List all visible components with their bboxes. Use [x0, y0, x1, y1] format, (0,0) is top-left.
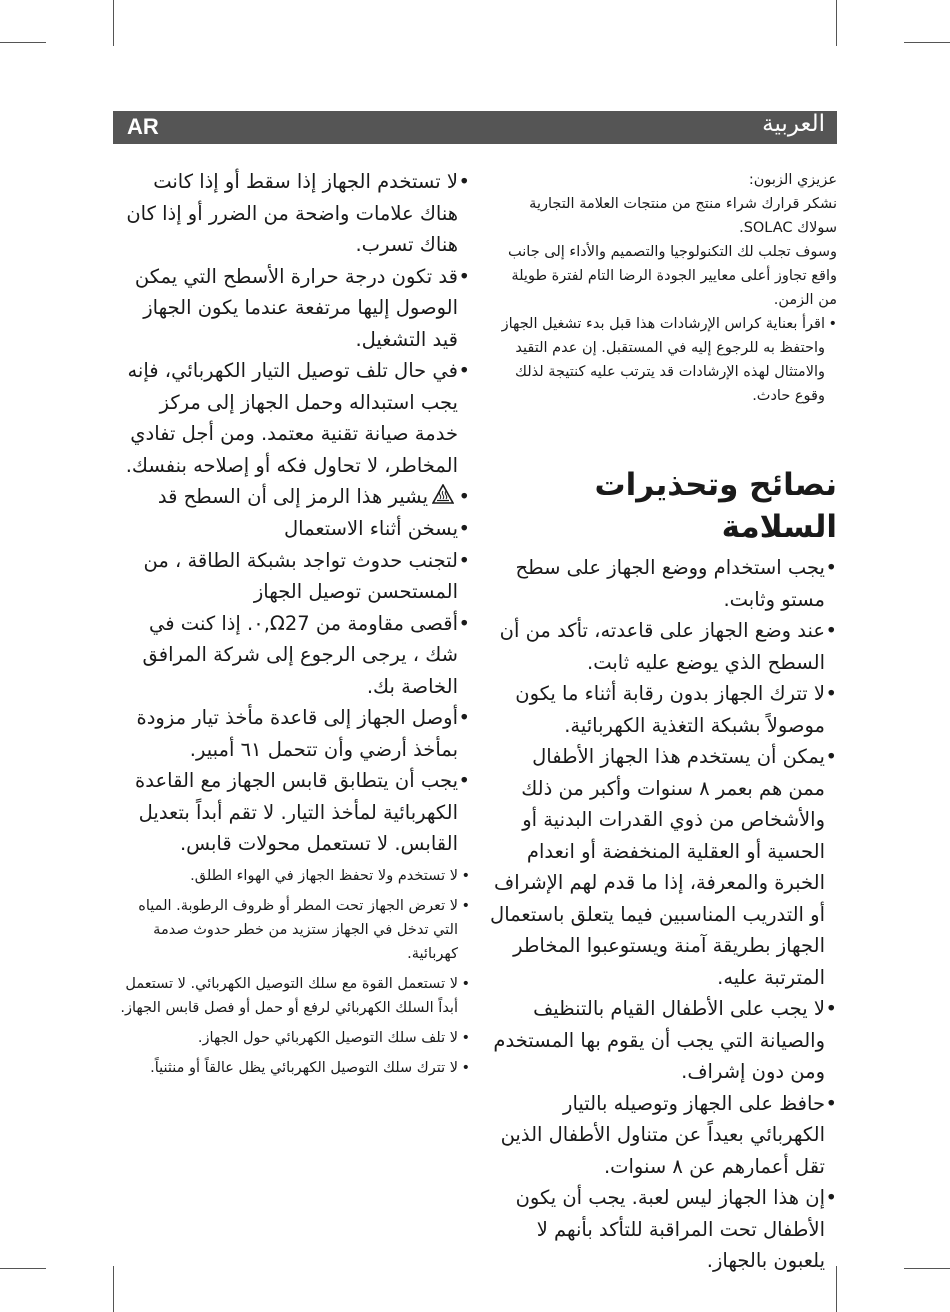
- list-item-text: يسخن أثناء الاستعمال: [283, 517, 458, 541]
- list-item: [490, 552, 837, 615]
- safety-list: [490, 552, 837, 1277]
- list-item: [113, 894, 470, 966]
- list-item: [113, 608, 470, 703]
- crop-mark: [113, 0, 114, 46]
- list-item-text: لا تستخدم الجهاز إذا سقط أو إذا كانت هناك علامات واضحة من الضرر أو إذا كان هناك تسرب.: [126, 170, 458, 256]
- list-item: [490, 615, 837, 678]
- list-item: [113, 545, 470, 608]
- crop-mark: [0, 42, 46, 43]
- bullet-dot-icon: •: [458, 517, 470, 541]
- list-item-text: لا تترك سلك التوصيل الكهربائي يظل عالقاً أو منثنياً.: [150, 1059, 458, 1076]
- section-title: نصائح وتحذيرات السلامة: [594, 467, 837, 545]
- bullet-dot-icon: •: [825, 682, 837, 705]
- intro-bullet: [490, 312, 837, 408]
- list-item: [113, 166, 470, 261]
- list-item: [113, 864, 470, 888]
- intro-section: [490, 168, 837, 408]
- left-column: [113, 166, 470, 1080]
- intro-bullet-text: اقرأ بعناية كراس الإرشادات هذا قبل بدء تشغيل الجهاز واحتفظ به للرجوع إليه في المستقبل. إن عدم التقيد والامتثال لهذه الإرشادات قد يترتب عليه كنتيجة لذلك وقوع حادث.: [501, 316, 825, 404]
- bullet-dot-icon: •: [828, 316, 837, 332]
- warnings-list-1: [113, 166, 470, 860]
- bullet-dot-icon: •: [458, 548, 470, 572]
- list-item: [490, 1182, 837, 1277]
- bullet-dot-icon: •: [825, 1186, 837, 1209]
- intro-paragraph-1: نشكر قرارك شراء منتج من منتجات العلامة التجارية سولاك SOLAC.: [529, 196, 837, 236]
- language-code: AR: [127, 114, 159, 139]
- list-item-text: في حال تلف توصيل التيار الكهربائي، فإنه يجب استبداله وحمل الجهاز إلى مركز خدمة صيانة تقنية معتمد. ومن أجل تفادي المخاطر، لا تحاول فكه أو إصلاحه بنفسك.: [125, 359, 458, 477]
- list-item: [113, 702, 470, 765]
- list-item: [490, 678, 837, 741]
- list-item: [490, 1088, 837, 1183]
- list-item-text: يجب استخدام ووضع الجهاز على سطح مستو وثابت.: [515, 556, 825, 611]
- bullet-dot-icon: •: [825, 997, 837, 1020]
- crop-mark: [113, 1266, 114, 1312]
- list-item: [113, 355, 470, 481]
- crop-mark: [904, 42, 950, 43]
- crop-mark: [836, 0, 837, 46]
- greeting: عزيزي الزبون:: [748, 172, 837, 188]
- list-item: [113, 972, 470, 1020]
- list-item: [113, 513, 470, 545]
- list-item: [113, 1026, 470, 1050]
- list-item-text: عند وضع الجهاز على قاعدته، تأكد من أن السطح الذي يوضع عليه ثابت.: [499, 619, 825, 674]
- list-item-text: لتجنب حدوث تواجد بشبكة الطاقة ، من المستحسن توصيل الجهاز: [143, 548, 458, 604]
- list-item-text: لا تستخدم ولا تحفظ الجهاز في الهواء الطلق.: [190, 867, 458, 884]
- list-item-text: لا يجب على الأطفال القيام بالتنظيف والصيانة التي يجب أن يقوم بها المستخدم ومن دون إشراف.: [493, 997, 825, 1083]
- list-item-text: حافظ على الجهاز وتوصيله بالتيار الكهربائي بعيداً عن متناول الأطفال الذين تقل أعمارهم عن ٨ سنوات.: [500, 1091, 825, 1178]
- warnings-list-2: [113, 864, 470, 1080]
- list-item: [113, 261, 470, 356]
- list-item-text: لا تعرض الجهاز تحت المطر أو ظروف الرطوبة. المياه التي تدخل في الجهاز ستزيد من خطر حدوث صدمة كهربائية.: [138, 897, 458, 962]
- bullet-dot-icon: •: [461, 1029, 470, 1046]
- list-item-text: يجب أن يتطابق قابس الجهاز مع القاعدة الكهربائية لمأخذ التيار. لا تقم أبداً بتعديل القابس. لا تستعمل محولات قابس.: [135, 769, 458, 856]
- bullet-dot-icon: •: [461, 897, 470, 914]
- bullet-dot-icon: •: [458, 485, 470, 508]
- list-item-text: إن هذا الجهاز ليس لعبة. يجب أن يكون الأطفال تحت المراقبة للتأكد بأنهم لا يلعبون بالجهاز.: [515, 1186, 825, 1272]
- list-item: [490, 993, 837, 1088]
- bullet-dot-icon: •: [458, 264, 470, 288]
- list-item-text: يمكن أن يستخدم هذا الجهاز الأطفال ممن هم بعمر ٨ سنوات وأكبر من ذلك والأشخاص من ذوي القدرات البدنية أو الحسية أو العقلية المنخفضة أو انعدام الخبرة والمعرفة، إذا ما قدم لهم الإشراف أو التدريب المناسبين فيما يتعلق باستعمال الجهاز بطريقة آمنة ويستوعبوا المخاطر المترتبة عليه.: [490, 745, 825, 989]
- bullet-dot-icon: •: [461, 867, 470, 884]
- intro-paragraph-2: وسوف تجلب لك التكنولوجيا والتصميم والأداء إلى جانب واقع تجاوز أعلى معايير الجودة الرضا التام لفترة طويلة من الزمن.: [508, 244, 837, 308]
- bullet-dot-icon: •: [461, 1059, 470, 1076]
- hot-surface-warning-icon: [432, 482, 454, 514]
- list-item-text: لا تستعمل القوة مع سلك التوصيل الكهربائي. لا تستعمل أبداً السلك الكهربائي لرفع أو حمل أو فصل قابس الجهاز.: [120, 975, 458, 1016]
- bullet-dot-icon: •: [458, 611, 470, 635]
- bullet-dot-icon: •: [461, 975, 470, 992]
- list-item-text: أقصى مقاومة من Ω27,٠. إذا كنت في شك ، يرجى الرجوع إلى شركة المرافق الخاصة بك.: [142, 611, 458, 698]
- bullet-dot-icon: •: [825, 745, 837, 768]
- list-item-text: لا تلف سلك التوصيل الكهربائي حول الجهاز.: [197, 1029, 458, 1046]
- list-item-text: قد تكون درجة حرارة الأسطح التي يمكن الوصول إليها مرتفعة عندما يكون الجهاز قيد التشغيل.: [134, 264, 458, 351]
- list-item: [113, 481, 470, 513]
- list-item-text: أوصل الجهاز إلى قاعدة مأخذ تيار مزودة بمأخذ أرضي وأن تتحمل ٦١ أمبير.: [136, 706, 458, 761]
- list-item-text: لا تترك الجهاز بدون رقابة أثناء ما يكون موصولاً بشبكة التغذية الكهربائية.: [515, 682, 825, 737]
- bullet-dot-icon: •: [825, 556, 837, 579]
- bullet-dot-icon: •: [825, 1091, 837, 1115]
- list-item: [490, 741, 837, 993]
- language-header-bar: [113, 111, 837, 144]
- crop-mark: [0, 1268, 46, 1269]
- list-item: [113, 1056, 470, 1080]
- crop-mark: [904, 1268, 950, 1269]
- language-name: العربية: [762, 111, 825, 137]
- list-item-text: يشير هذا الرمز إلى أن السطح قد: [157, 485, 428, 508]
- bullet-dot-icon: •: [458, 359, 470, 382]
- right-column: [490, 168, 837, 1277]
- bullet-dot-icon: •: [458, 769, 470, 793]
- bullet-dot-icon: •: [458, 170, 470, 193]
- bullet-dot-icon: •: [458, 706, 470, 730]
- bullet-dot-icon: •: [825, 619, 837, 642]
- list-item: [113, 765, 470, 860]
